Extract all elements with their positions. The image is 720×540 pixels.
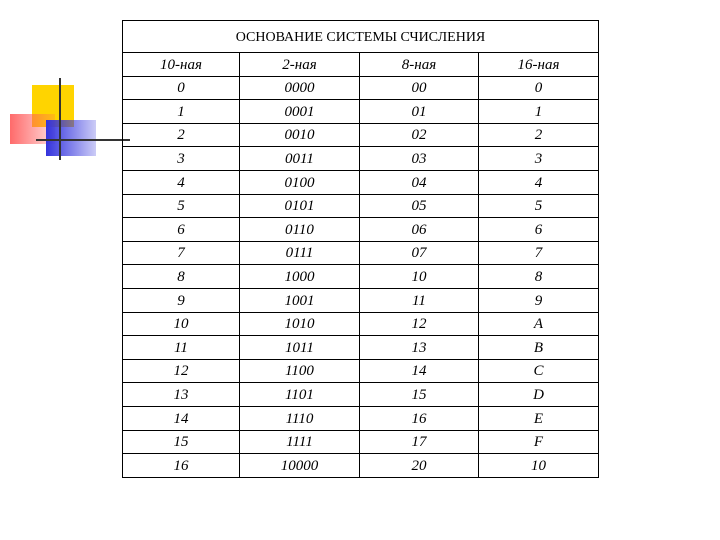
cell-binary: 1110 — [240, 406, 360, 430]
table-row — [123, 265, 599, 289]
table-title: ОСНОВАНИЕ СИСТЕМЫ СЧИСЛЕНИЯ — [123, 21, 599, 53]
cell-decimal: 5 — [123, 194, 240, 218]
cell-octal: 12 — [360, 312, 479, 336]
cell-decimal: 6 — [123, 218, 240, 242]
cell-binary: 1000 — [240, 265, 360, 289]
table-row — [123, 123, 599, 147]
cell-decimal: 1 — [123, 100, 240, 124]
table-row — [123, 194, 599, 218]
cell-octal: 15 — [360, 383, 479, 407]
cell-octal: 10 — [360, 265, 479, 289]
header-hexadecimal: 16-ная — [479, 53, 599, 77]
cell-hexadecimal: C — [479, 359, 599, 383]
cell-binary: 1100 — [240, 359, 360, 383]
table-row — [123, 336, 599, 360]
cell-hexadecimal: E — [479, 406, 599, 430]
cell-decimal: 0 — [123, 76, 240, 100]
cell-binary: 1001 — [240, 288, 360, 312]
cell-decimal: 7 — [123, 241, 240, 265]
cell-decimal: 15 — [123, 430, 240, 454]
header-octal: 8-ная — [360, 53, 479, 77]
cell-binary: 0011 — [240, 147, 360, 171]
cell-octal: 20 — [360, 454, 479, 478]
cell-binary: 0101 — [240, 194, 360, 218]
cell-octal: 04 — [360, 170, 479, 194]
cell-octal: 17 — [360, 430, 479, 454]
cell-hexadecimal: B — [479, 336, 599, 360]
cell-hexadecimal: 1 — [479, 100, 599, 124]
table-row — [123, 100, 599, 124]
cell-hexadecimal: D — [479, 383, 599, 407]
cell-hexadecimal: 2 — [479, 123, 599, 147]
table-row — [123, 312, 599, 336]
number-systems-table-container — [122, 20, 598, 478]
blue-square — [46, 120, 96, 156]
cell-hexadecimal: 5 — [479, 194, 599, 218]
table-row — [123, 288, 599, 312]
table-row — [123, 406, 599, 430]
number-systems-table — [122, 20, 599, 478]
table-row — [123, 359, 599, 383]
title-row — [123, 21, 599, 53]
cell-octal: 13 — [360, 336, 479, 360]
cell-decimal: 4 — [123, 170, 240, 194]
table-row — [123, 218, 599, 242]
cell-binary: 1011 — [240, 336, 360, 360]
cell-octal: 05 — [360, 194, 479, 218]
cell-binary: 0000 — [240, 76, 360, 100]
cell-decimal: 2 — [123, 123, 240, 147]
cell-binary: 1111 — [240, 430, 360, 454]
cell-hexadecimal: 0 — [479, 76, 599, 100]
cell-decimal: 11 — [123, 336, 240, 360]
cell-hexadecimal: 9 — [479, 288, 599, 312]
cell-decimal: 12 — [123, 359, 240, 383]
cell-hexadecimal: 7 — [479, 241, 599, 265]
table-row — [123, 383, 599, 407]
corner-decoration-graphic — [0, 0, 130, 180]
cell-octal: 07 — [360, 241, 479, 265]
cell-binary: 1101 — [240, 383, 360, 407]
header-row — [123, 53, 599, 77]
cell-hexadecimal: 8 — [479, 265, 599, 289]
cell-binary: 0100 — [240, 170, 360, 194]
cell-hexadecimal: 6 — [479, 218, 599, 242]
cell-decimal: 13 — [123, 383, 240, 407]
header-decimal: 10-ная — [123, 53, 240, 77]
cell-octal: 00 — [360, 76, 479, 100]
table-row — [123, 147, 599, 171]
cell-binary: 0001 — [240, 100, 360, 124]
cell-binary: 0010 — [240, 123, 360, 147]
cell-decimal: 10 — [123, 312, 240, 336]
cell-decimal: 16 — [123, 454, 240, 478]
cell-octal: 03 — [360, 147, 479, 171]
cell-hexadecimal: F — [479, 430, 599, 454]
table-row — [123, 241, 599, 265]
cell-binary: 0110 — [240, 218, 360, 242]
cell-octal: 16 — [360, 406, 479, 430]
header-binary: 2-ная — [240, 53, 360, 77]
cell-octal: 02 — [360, 123, 479, 147]
table-row — [123, 170, 599, 194]
cell-octal: 06 — [360, 218, 479, 242]
cell-binary: 1010 — [240, 312, 360, 336]
horizontal-accent-line — [36, 139, 122, 141]
cell-decimal: 8 — [123, 265, 240, 289]
cell-octal: 14 — [360, 359, 479, 383]
cell-decimal: 3 — [123, 147, 240, 171]
cell-decimal: 9 — [123, 288, 240, 312]
cell-octal: 01 — [360, 100, 479, 124]
cell-hexadecimal: 10 — [479, 454, 599, 478]
cell-binary: 10000 — [240, 454, 360, 478]
cell-hexadecimal: 4 — [479, 170, 599, 194]
cell-hexadecimal: A — [479, 312, 599, 336]
table-row — [123, 454, 599, 478]
table-row — [123, 430, 599, 454]
cell-binary: 0111 — [240, 241, 360, 265]
cell-decimal: 14 — [123, 406, 240, 430]
cell-hexadecimal: 3 — [479, 147, 599, 171]
table-body — [123, 76, 599, 477]
cell-octal: 11 — [360, 288, 479, 312]
table-row — [123, 76, 599, 100]
